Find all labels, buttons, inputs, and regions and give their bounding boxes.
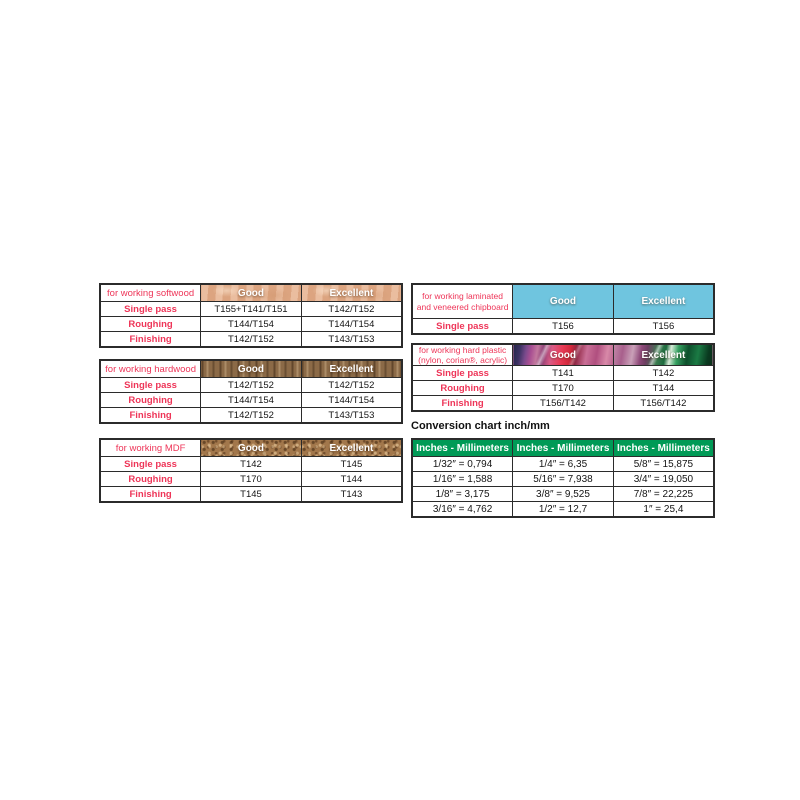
table-row [412,396,714,412]
conversion-value: 5/8″ = 15,875 [613,457,714,472]
excellent-value: T145 [301,457,402,472]
good-value: T170 [513,381,614,396]
conversion-value: 7/8″ = 22,225 [613,487,714,502]
table-row [412,502,714,518]
conversion-value: 5/16″ = 7,938 [513,472,614,487]
table-row [100,408,402,424]
mdf-table [99,438,403,503]
row-label: Roughing [100,317,201,332]
plastic-table-title: for working hard plastic (nylon, corian®, acrylic) [412,344,513,366]
plastic-good-header: Good [513,344,614,366]
excellent-value: T142/T152 [301,378,402,393]
conversion-table [411,438,715,518]
excellent-value: T144/T154 [301,317,402,332]
mdf-good-header: Good [201,439,302,457]
conversion-value: 1/16″ = 1,588 [412,472,513,487]
good-value: T142/T152 [201,378,302,393]
excellent-value: T142/T152 [301,302,402,317]
mdf-excellent-header: Excellent [301,439,402,457]
excellent-value: T143/T153 [301,332,402,348]
table-row [412,381,714,396]
good-value: T144/T154 [201,393,302,408]
table-row [100,393,402,408]
table-row [412,319,714,335]
conversion-chart-title: Conversion chart inch/mm [411,420,550,432]
table-row [100,487,402,503]
mdf-table-title: for working MDF [100,439,201,457]
chipboard-good-header: Good [513,284,614,319]
conversion-value: 1/32″ = 0,794 [412,457,513,472]
table-row [412,487,714,502]
hardwood-table [99,359,403,424]
hardwood-excellent-header: Excellent [301,360,402,378]
row-label: Finishing [100,408,201,424]
good-value: T156/T142 [513,396,614,412]
hardwood-table-title: for working hardwood [100,360,201,378]
good-value: T156 [513,319,614,335]
good-value: T144/T154 [201,317,302,332]
table-row [100,302,402,317]
softwood-table-title: for working softwood [100,284,201,302]
row-label: Roughing [100,393,201,408]
row-label: Single pass [412,366,513,381]
row-label: Single pass [100,302,201,317]
hardwood-good-header: Good [201,360,302,378]
good-value: T155+T141/T151 [201,302,302,317]
chipboard-excellent-header: Excellent [613,284,714,319]
conversion-value: 1/8″ = 3,175 [412,487,513,502]
good-value: T170 [201,472,302,487]
excellent-value: T143/T153 [301,408,402,424]
softwood-excellent-header: Excellent [301,284,402,302]
softwood-good-header: Good [201,284,302,302]
conversion-value: 1″ = 25,4 [613,502,714,518]
row-label: Roughing [412,381,513,396]
table-row [100,378,402,393]
table-row [412,472,714,487]
table-row [412,366,714,381]
chipboard-table-title: for working laminated and veneered chipboard [412,284,513,319]
row-label: Roughing [100,472,201,487]
good-value: T142/T152 [201,332,302,348]
table-row [100,457,402,472]
row-label: Finishing [100,487,201,503]
conversion-value: 1/4″ = 6,35 [513,457,614,472]
chipboard-table [411,283,715,335]
table-row [100,332,402,348]
conversion-value: 3/4″ = 19,050 [613,472,714,487]
conversion-header: Inches - Millimeters [513,439,614,457]
conversion-header: Inches - Millimeters [613,439,714,457]
excellent-value: T144/T154 [301,393,402,408]
excellent-value: T142 [613,366,714,381]
row-label: Single pass [412,319,513,335]
conversion-value: 1/2″ = 12,7 [513,502,614,518]
excellent-value: T144 [613,381,714,396]
excellent-value: T156 [613,319,714,335]
table-row [100,472,402,487]
plastic-excellent-header: Excellent [613,344,714,366]
good-value: T142 [201,457,302,472]
row-label: Single pass [100,378,201,393]
table-row [100,317,402,332]
row-label: Finishing [412,396,513,412]
plastic-table [411,343,715,412]
good-value: T142/T152 [201,408,302,424]
table-row [412,457,714,472]
row-label: Finishing [100,332,201,348]
excellent-value: T156/T142 [613,396,714,412]
softwood-table [99,283,403,348]
conversion-header: Inches - Millimeters [412,439,513,457]
good-value: T141 [513,366,614,381]
excellent-value: T143 [301,487,402,503]
row-label: Single pass [100,457,201,472]
excellent-value: T144 [301,472,402,487]
conversion-value: 3/16″ = 4,762 [412,502,513,518]
good-value: T145 [201,487,302,503]
conversion-value: 3/8″ = 9,525 [513,487,614,502]
